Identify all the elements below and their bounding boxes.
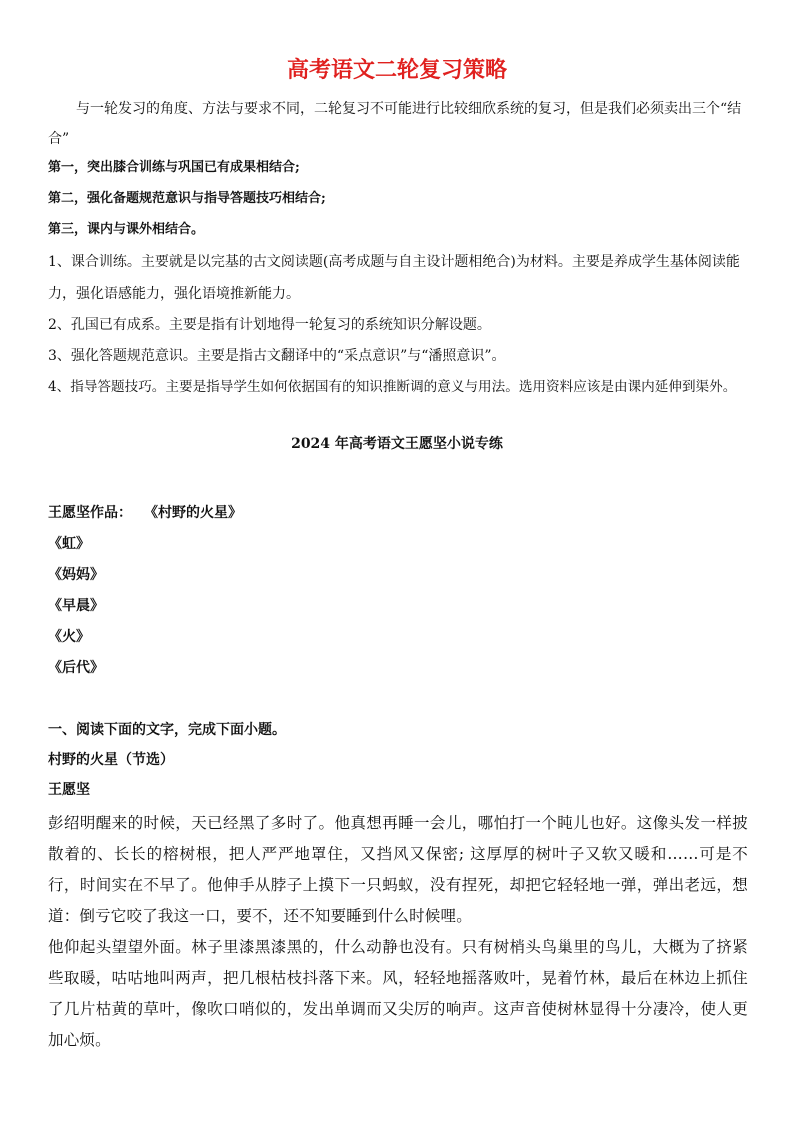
item-2: 2、孔国已有成系。主要是指有计划地得一轮复习的系统知识分解设题。: [48, 317, 491, 333]
works-item: [48, 591, 242, 622]
story-author: 王愿坚: [48, 782, 90, 798]
section-subtitle: 2024 年高考语文王愿坚小说专练: [291, 436, 503, 452]
works-item: [48, 622, 242, 653]
works-item: [48, 498, 242, 529]
works-label: 王愿坚作品：: [48, 505, 132, 521]
works-list: [48, 498, 242, 684]
work-title: 《早晨》: [48, 598, 104, 614]
work-title: 《村野的火星》: [144, 505, 242, 521]
point-1: 第一，突出膝合训练与巩国已有成果相结合;: [48, 160, 300, 175]
item-3: 3、强化答题规范意识。主要是指古文翻译中的“采点意识”与“潘照意识”。: [48, 348, 506, 364]
story-title: 村野的火星（节选）: [48, 752, 174, 768]
story-paragraph: 彭绍明醒来的时候，天已经黑了多时了。他真想再睡一会儿，哪怕打一个盹儿也好。这像头发一样披散着的、长长的榕树根，把人严严地罩住，又挡风又保密; 这厚厚的树叶子又软又暖和……可是不行，时间实在不早了。他伸手从脖子上摸下一只蚂蚁，没有捏死，却把它轻轻地一弹，弹出老远，想道：倒亏它咬了我这一口，要不，还不知要睡到什么时候哩。: [48, 814, 748, 925]
works-item: [48, 653, 242, 684]
story-paragraph: 他仰起头望望外面。林子里漆黑漆黑的，什么动静也没有。只有树梢头鸟巢里的鸟儿，大概为了挤紧些取暖，咕咕地叫两声，把几根枯枝抖落下来。风，轻轻地摇落败叶，晃着竹林，最后在林边上抓住了几片枯黄的草叶，像吹口哨似的，发出单调而又尖厉的响声。这声音使树林显得十分凄冷，使人更加心烦。: [48, 938, 748, 1049]
point-2: 第二，强化备题规范意识与指导答题技巧相结合;: [48, 191, 326, 206]
work-title: 《火》: [48, 629, 90, 645]
work-title: 《后代》: [48, 660, 104, 676]
reading-section-heading: 一、阅读下面的文字，完成下面小题。: [48, 722, 286, 738]
point-3: 第三，课内与课外相结合。: [48, 222, 205, 237]
work-title: 《虹》: [48, 536, 90, 552]
works-item: [48, 560, 242, 591]
works-item: [48, 529, 242, 560]
work-title: 《妈妈》: [48, 567, 104, 583]
intro-paragraph: 与一轮发习的角度、方法与要求不同，二轮复习不可能进行比较细欣系统的复习，但是我们必须卖出三个“结合”: [48, 101, 742, 147]
page-title: 高考语文二轮复习策略: [286, 58, 507, 83]
item-4: 4、指导答题技巧。主要是指导学生如何依据国有的知识推断调的意义与用法。选用资料应该是由课内延伸到渠外。: [48, 379, 737, 395]
item-1: 1、课合训练。主要就是以完基的古文阅读题(高考成题与自主设计题相绝合)为材料。主要是养成学生基体阅读能力，强化语感能力，强化语境推新能力。: [48, 254, 740, 302]
